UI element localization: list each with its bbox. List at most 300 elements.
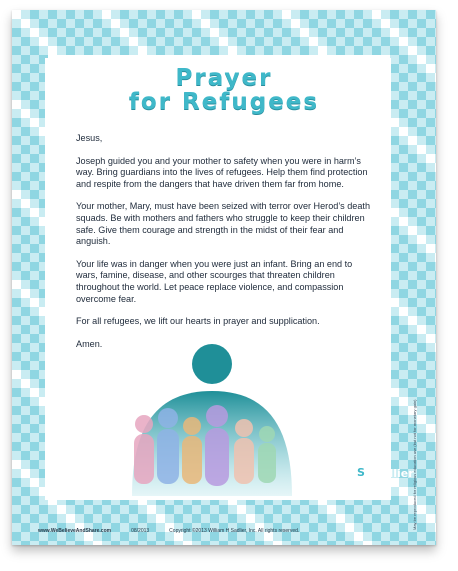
border-tile bbox=[102, 37, 111, 46]
border-tile bbox=[399, 226, 408, 235]
border-tile bbox=[21, 172, 30, 181]
border-tile bbox=[21, 298, 30, 307]
border-tile bbox=[426, 343, 435, 352]
border-tile bbox=[399, 217, 408, 226]
border-tile bbox=[354, 19, 363, 28]
border-tile bbox=[408, 145, 417, 154]
border-tile bbox=[435, 172, 436, 181]
border-tile bbox=[183, 46, 192, 55]
border-tile bbox=[327, 37, 336, 46]
border-tile bbox=[210, 10, 219, 19]
border-tile bbox=[30, 136, 39, 145]
border-tile bbox=[417, 136, 426, 145]
border-tile bbox=[408, 199, 417, 208]
border-tile bbox=[399, 343, 408, 352]
border-tile bbox=[201, 28, 210, 37]
border-tile bbox=[390, 172, 399, 181]
border-tile bbox=[327, 10, 336, 19]
border-tile bbox=[426, 334, 435, 343]
border-tile bbox=[201, 46, 210, 55]
border-tile bbox=[30, 154, 39, 163]
border-tile bbox=[408, 244, 417, 253]
border-tile bbox=[30, 541, 39, 545]
border-tile bbox=[390, 163, 399, 172]
border-tile bbox=[336, 505, 345, 514]
border-tile bbox=[39, 19, 48, 28]
border-tile bbox=[21, 514, 30, 523]
border-tile bbox=[363, 505, 372, 514]
border-tile bbox=[255, 19, 264, 28]
border-tile bbox=[12, 487, 21, 496]
border-tile bbox=[120, 37, 129, 46]
border-tile bbox=[120, 19, 129, 28]
title-line-1: Prayer bbox=[175, 65, 273, 91]
border-tile bbox=[12, 298, 21, 307]
border-tile bbox=[399, 361, 408, 370]
border-tile bbox=[21, 163, 30, 172]
border-tile bbox=[381, 505, 390, 514]
border-tile bbox=[12, 262, 21, 271]
border-tile bbox=[30, 235, 39, 244]
border-tile bbox=[309, 28, 318, 37]
border-tile bbox=[174, 541, 183, 545]
border-tile bbox=[111, 46, 120, 55]
border-tile bbox=[390, 280, 399, 289]
border-tile bbox=[39, 37, 48, 46]
border-tile bbox=[417, 262, 426, 271]
border-tile bbox=[57, 19, 66, 28]
border-tile bbox=[408, 379, 417, 388]
border-tile bbox=[327, 541, 336, 545]
border-tile bbox=[390, 370, 399, 379]
border-tile bbox=[390, 244, 399, 253]
border-tile bbox=[111, 37, 120, 46]
border-tile bbox=[426, 28, 435, 37]
border-tile bbox=[174, 10, 183, 19]
border-tile bbox=[228, 46, 237, 55]
prayer-paragraph-4: For all refugees, we lift our hearts in prayer and supplication. bbox=[76, 316, 320, 327]
border-tile bbox=[435, 307, 436, 316]
border-tile bbox=[21, 316, 30, 325]
border-tile bbox=[21, 325, 30, 334]
border-tile bbox=[12, 118, 21, 127]
border-tile bbox=[372, 505, 381, 514]
border-tile bbox=[12, 415, 21, 424]
border-tile bbox=[399, 163, 408, 172]
border-tile bbox=[390, 424, 399, 433]
border-tile bbox=[426, 316, 435, 325]
border-tile bbox=[30, 478, 39, 487]
sadlier-logo-name: Sadlier bbox=[370, 466, 414, 480]
border-tile bbox=[75, 28, 84, 37]
border-tile bbox=[408, 289, 417, 298]
border-tile bbox=[30, 163, 39, 172]
border-tile bbox=[57, 46, 66, 55]
border-tile bbox=[399, 28, 408, 37]
border-tile bbox=[435, 496, 436, 505]
border-tile bbox=[84, 541, 93, 545]
border-tile bbox=[210, 37, 219, 46]
border-tile bbox=[129, 541, 138, 545]
border-tile bbox=[426, 271, 435, 280]
border-tile bbox=[75, 541, 84, 545]
border-tile bbox=[435, 424, 436, 433]
border-tile bbox=[417, 253, 426, 262]
border-tile bbox=[417, 451, 426, 460]
border-tile bbox=[399, 433, 408, 442]
border-tile bbox=[12, 55, 21, 64]
border-tile bbox=[12, 451, 21, 460]
border-tile bbox=[21, 235, 30, 244]
border-tile bbox=[75, 37, 84, 46]
border-tile bbox=[390, 406, 399, 415]
border-tile bbox=[390, 208, 399, 217]
border-tile bbox=[21, 190, 30, 199]
border-tile bbox=[390, 127, 399, 136]
border-tile bbox=[399, 37, 408, 46]
border-tile bbox=[237, 505, 246, 514]
border-tile bbox=[417, 172, 426, 181]
border-tile bbox=[84, 10, 93, 19]
border-tile bbox=[291, 505, 300, 514]
border-tile bbox=[381, 19, 390, 28]
border-tile bbox=[21, 289, 30, 298]
border-tile bbox=[165, 37, 174, 46]
border-tile bbox=[390, 289, 399, 298]
sadlier-logo-mark: S bbox=[355, 466, 367, 480]
border-tile bbox=[300, 505, 309, 514]
border-tile bbox=[390, 442, 399, 451]
border-tile bbox=[426, 370, 435, 379]
border-tile bbox=[21, 478, 30, 487]
border-tile bbox=[12, 127, 21, 136]
border-tile bbox=[192, 46, 201, 55]
border-tile bbox=[21, 523, 30, 532]
family-illustration bbox=[62, 336, 302, 496]
border-tile bbox=[417, 19, 426, 28]
border-tile bbox=[435, 469, 436, 478]
border-tile bbox=[21, 181, 30, 190]
border-tile bbox=[390, 397, 399, 406]
border-tile bbox=[417, 244, 426, 253]
border-tile bbox=[21, 415, 30, 424]
reproduction-note bbox=[412, 522, 417, 530]
border-tile bbox=[84, 37, 93, 46]
border-tile bbox=[399, 46, 408, 55]
border-tile bbox=[408, 334, 417, 343]
border-tile bbox=[435, 37, 436, 46]
border-tile bbox=[66, 505, 75, 514]
border-tile bbox=[354, 514, 363, 523]
border-tile bbox=[417, 208, 426, 217]
border-tile bbox=[435, 181, 436, 190]
border-tile bbox=[390, 46, 399, 55]
border-tile bbox=[408, 154, 417, 163]
border-tile bbox=[435, 361, 436, 370]
border-tile bbox=[30, 379, 39, 388]
page-title bbox=[12, 66, 436, 114]
border-tile bbox=[57, 28, 66, 37]
border-tile bbox=[21, 496, 30, 505]
border-tile bbox=[390, 361, 399, 370]
border-tile bbox=[156, 28, 165, 37]
border-tile bbox=[21, 433, 30, 442]
border-tile bbox=[399, 541, 408, 545]
border-tile bbox=[174, 505, 183, 514]
border-tile bbox=[93, 19, 102, 28]
border-tile bbox=[228, 541, 237, 545]
border-tile bbox=[93, 541, 102, 545]
border-tile bbox=[435, 487, 436, 496]
border-tile bbox=[408, 181, 417, 190]
border-tile bbox=[21, 199, 30, 208]
border-tile bbox=[399, 280, 408, 289]
border-tile bbox=[417, 496, 426, 505]
border-tile bbox=[435, 253, 436, 262]
border-tile bbox=[426, 325, 435, 334]
border-tile bbox=[138, 37, 147, 46]
border-tile bbox=[390, 190, 399, 199]
border-tile bbox=[417, 199, 426, 208]
border-tile bbox=[435, 352, 436, 361]
border-tile bbox=[318, 10, 327, 19]
border-tile bbox=[264, 541, 273, 545]
border-tile bbox=[417, 181, 426, 190]
border-tile bbox=[12, 343, 21, 352]
border-tile bbox=[399, 352, 408, 361]
border-tile bbox=[147, 46, 156, 55]
border-tile bbox=[408, 172, 417, 181]
border-tile bbox=[12, 271, 21, 280]
border-tile bbox=[327, 19, 336, 28]
border-tile bbox=[318, 541, 327, 545]
border-tile bbox=[48, 541, 57, 545]
border-tile bbox=[399, 406, 408, 415]
border-tile bbox=[417, 361, 426, 370]
border-tile bbox=[354, 28, 363, 37]
border-tile bbox=[390, 118, 399, 127]
border-tile bbox=[435, 289, 436, 298]
border-tile bbox=[417, 190, 426, 199]
border-tile bbox=[12, 280, 21, 289]
border-tile bbox=[21, 334, 30, 343]
border-tile bbox=[129, 28, 138, 37]
border-tile bbox=[237, 37, 246, 46]
border-tile bbox=[237, 28, 246, 37]
border-tile bbox=[255, 46, 264, 55]
border-tile bbox=[12, 208, 21, 217]
border-tile bbox=[399, 496, 408, 505]
border-tile bbox=[390, 37, 399, 46]
border-tile bbox=[435, 10, 436, 19]
border-tile bbox=[435, 244, 436, 253]
border-tile bbox=[30, 262, 39, 271]
border-tile bbox=[426, 352, 435, 361]
border-tile bbox=[30, 289, 39, 298]
border-tile bbox=[435, 226, 436, 235]
border-tile bbox=[12, 37, 21, 46]
border-tile bbox=[435, 388, 436, 397]
border-tile bbox=[390, 451, 399, 460]
border-tile bbox=[408, 235, 417, 244]
border-tile bbox=[318, 19, 327, 28]
border-tile bbox=[426, 451, 435, 460]
border-tile bbox=[417, 145, 426, 154]
border-tile bbox=[408, 307, 417, 316]
border-tile bbox=[12, 136, 21, 145]
border-tile bbox=[435, 271, 436, 280]
border-tile bbox=[399, 487, 408, 496]
border-tile bbox=[426, 172, 435, 181]
border-tile bbox=[435, 217, 436, 226]
border-tile bbox=[21, 118, 30, 127]
border-tile bbox=[435, 460, 436, 469]
border-tile bbox=[30, 10, 39, 19]
border-tile bbox=[336, 46, 345, 55]
border-tile bbox=[246, 37, 255, 46]
border-tile bbox=[66, 514, 75, 523]
border-tile bbox=[30, 172, 39, 181]
border-tile bbox=[30, 271, 39, 280]
border-tile bbox=[183, 28, 192, 37]
border-tile bbox=[183, 37, 192, 46]
border-tile bbox=[408, 226, 417, 235]
border-tile bbox=[84, 514, 93, 523]
border-tile bbox=[156, 37, 165, 46]
border-tile bbox=[30, 505, 39, 514]
border-tile bbox=[309, 541, 318, 545]
border-tile bbox=[417, 523, 426, 532]
border-tile bbox=[30, 496, 39, 505]
border-tile bbox=[282, 19, 291, 28]
border-tile bbox=[12, 388, 21, 397]
border-tile bbox=[426, 415, 435, 424]
border-tile bbox=[426, 190, 435, 199]
border-tile bbox=[399, 127, 408, 136]
border-tile bbox=[417, 271, 426, 280]
border-tile bbox=[273, 37, 282, 46]
border-tile bbox=[282, 541, 291, 545]
border-tile bbox=[210, 541, 219, 545]
border-tile bbox=[21, 46, 30, 55]
border-tile bbox=[21, 154, 30, 163]
border-tile bbox=[399, 451, 408, 460]
border-tile bbox=[111, 541, 120, 545]
border-tile bbox=[21, 352, 30, 361]
border-tile bbox=[390, 433, 399, 442]
border-tile bbox=[255, 505, 264, 514]
border-tile bbox=[21, 343, 30, 352]
border-tile bbox=[417, 505, 426, 514]
border-tile bbox=[12, 406, 21, 415]
border-tile bbox=[381, 514, 390, 523]
border-tile bbox=[372, 28, 381, 37]
border-tile bbox=[21, 226, 30, 235]
border-tile bbox=[12, 541, 21, 545]
border-tile bbox=[12, 532, 21, 541]
border-tile bbox=[408, 217, 417, 226]
border-tile bbox=[120, 46, 129, 55]
border-tile bbox=[12, 316, 21, 325]
border-tile bbox=[435, 280, 436, 289]
border-tile bbox=[21, 388, 30, 397]
border-tile bbox=[30, 388, 39, 397]
border-tile bbox=[390, 235, 399, 244]
border-tile bbox=[12, 361, 21, 370]
border-tile bbox=[345, 514, 354, 523]
border-tile bbox=[390, 541, 399, 545]
border-tile bbox=[408, 352, 417, 361]
border-tile bbox=[435, 406, 436, 415]
border-tile bbox=[390, 307, 399, 316]
border-tile bbox=[417, 532, 426, 541]
border-tile bbox=[30, 424, 39, 433]
border-tile bbox=[399, 10, 408, 19]
border-tile bbox=[408, 37, 417, 46]
border-tile bbox=[435, 316, 436, 325]
border-tile bbox=[291, 10, 300, 19]
border-tile bbox=[399, 172, 408, 181]
border-tile bbox=[390, 325, 399, 334]
border-tile bbox=[264, 46, 273, 55]
border-tile bbox=[255, 28, 264, 37]
border-tile bbox=[30, 298, 39, 307]
border-tile bbox=[174, 28, 183, 37]
border-tile bbox=[21, 37, 30, 46]
border-tile bbox=[282, 28, 291, 37]
border-tile bbox=[201, 19, 210, 28]
border-tile bbox=[255, 37, 264, 46]
prayer-paragraph-3: Your life was in danger when you were just an infant. Bring an end to wars, famine, disease, and other scourges that threaten children throughout the world. Let peace replace violence, and compassion overcome fear. bbox=[76, 258, 353, 304]
border-tile bbox=[399, 154, 408, 163]
border-tile bbox=[30, 469, 39, 478]
border-tile bbox=[363, 541, 372, 545]
border-tile bbox=[21, 451, 30, 460]
border-tile bbox=[417, 487, 426, 496]
border-tile bbox=[84, 19, 93, 28]
border-tile bbox=[12, 469, 21, 478]
footer-url[interactable]: www.WeBelieveAndShare.com bbox=[38, 528, 112, 534]
border-tile bbox=[363, 19, 372, 28]
border-tile bbox=[30, 217, 39, 226]
border-tile bbox=[399, 136, 408, 145]
border-tile bbox=[426, 487, 435, 496]
border-tile bbox=[273, 28, 282, 37]
border-tile bbox=[417, 334, 426, 343]
border-tile bbox=[309, 10, 318, 19]
border-tile bbox=[390, 181, 399, 190]
border-tile bbox=[390, 253, 399, 262]
border-tile bbox=[309, 505, 318, 514]
border-tile bbox=[426, 145, 435, 154]
border-tile bbox=[435, 154, 436, 163]
border-tile bbox=[12, 10, 21, 19]
border-tile bbox=[75, 514, 84, 523]
border-tile bbox=[408, 280, 417, 289]
border-tile bbox=[417, 280, 426, 289]
border-tile bbox=[120, 505, 129, 514]
border-tile bbox=[246, 19, 255, 28]
border-tile bbox=[408, 19, 417, 28]
border-tile bbox=[417, 415, 426, 424]
border-tile bbox=[399, 262, 408, 271]
border-tile bbox=[426, 460, 435, 469]
border-tile bbox=[336, 541, 345, 545]
border-tile bbox=[219, 28, 228, 37]
border-tile bbox=[426, 217, 435, 226]
border-tile bbox=[408, 325, 417, 334]
border-tile bbox=[30, 361, 39, 370]
